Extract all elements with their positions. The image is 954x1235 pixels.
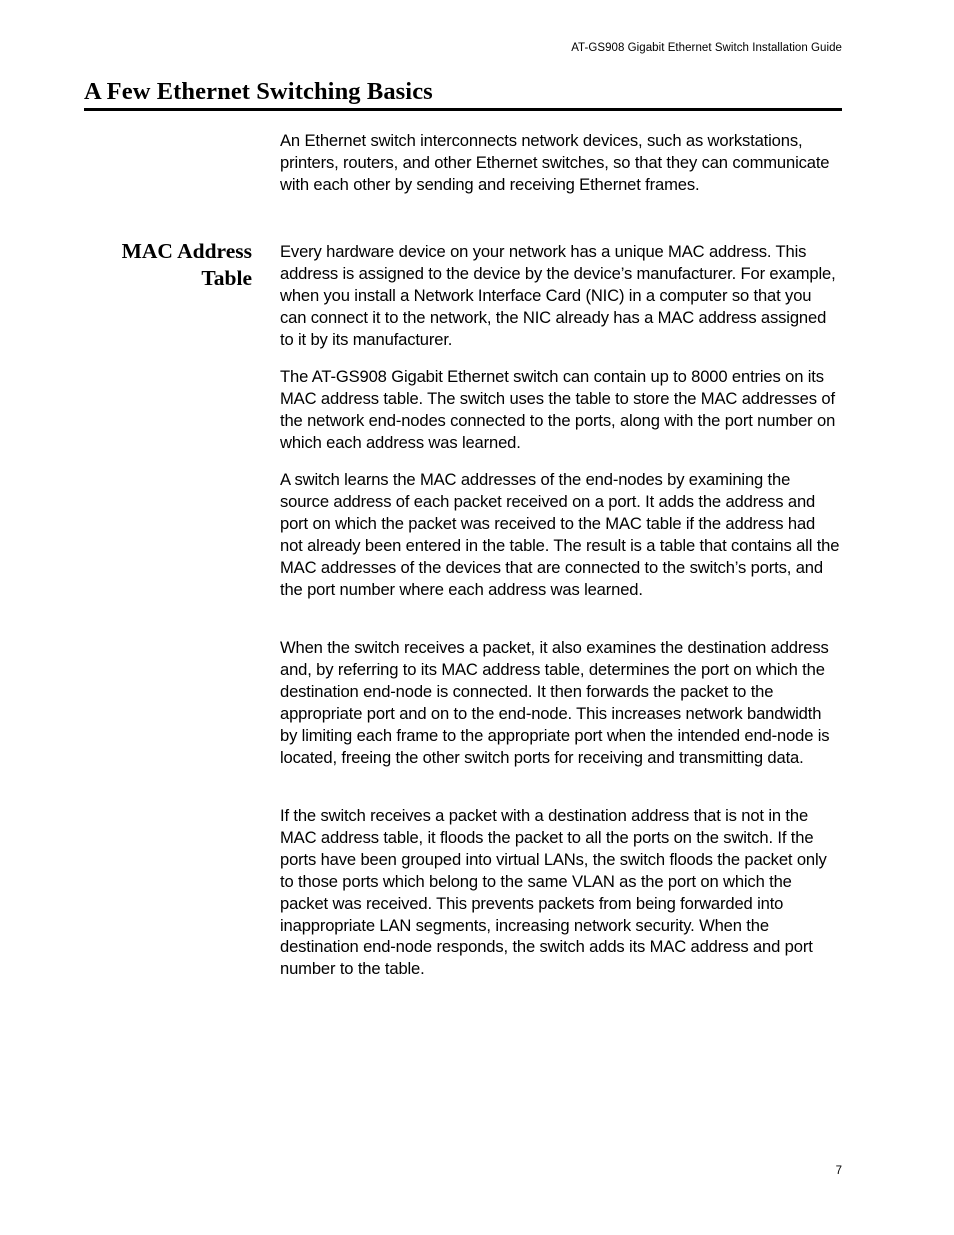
page-number: 7 xyxy=(835,1165,842,1177)
paragraph-4: When the switch receives a packet, it also examines the destination address and, by referring to its MAC address table, determines the port on which the destination end-node is connected. It then forwards the packet to the appropriate port and on to the end-node. This increases network bandwidth by limiting each frame to the appropriate port when the intended end-node is located, freeing the other switch ports for receiving and transmitting data. xyxy=(280,638,830,767)
paragraph-3: A switch learns the MAC addresses of the end-nodes by examining the source address of each packet received on a port. It adds the address and port on which the packet was received to the MAC table if the address had not already been entered in the table. The result is a table that contains all the MAC addresses of the devices that are connected to the switch’s ports, and the port number where each address was learned. xyxy=(280,470,840,599)
subsection-heading-line2: Table xyxy=(201,266,252,290)
title-rule xyxy=(84,108,842,111)
intro-paragraph: An Ethernet switch interconnects network devices, such as workstations, printers, routers, and other Ethernet switches, so that they can communicate with each other by sending and receiving Ethernet frames. xyxy=(280,131,830,194)
subsection-paragraph xyxy=(280,241,842,351)
subsection-paragraph xyxy=(280,469,842,600)
paragraph-1: Every hardware device on your network has a unique MAC address. This address is assigned to the device by the device’s manufacturer. For example, when you install a Network Interface Card (NIC) in a computer so that you can connect it to the network, the NIC already has a MAC address assigned to it by its manufacturer. xyxy=(280,242,836,349)
section-title: A Few Ethernet Switching Basics xyxy=(84,78,433,105)
subsection-heading-line1: MAC Address xyxy=(121,239,252,263)
subsection-paragraph xyxy=(280,366,842,454)
intro-block xyxy=(280,130,842,196)
paragraph-2: The AT-GS908 Gigabit Ethernet switch can contain up to 8000 entries on its MAC address table. The switch uses the table to store the MAC addresses of the network end-nodes connected to the ports, along with the port number on which each address was learned. xyxy=(280,367,836,452)
running-header: AT-GS908 Gigabit Ethernet Switch Installation Guide xyxy=(571,42,842,54)
paragraph-5: If the switch receives a packet with a destination address that is not in the MAC address table, it floods the packet to all the ports on the switch. If the ports have been grouped into virtual LANs, the switch floods the packet only to those ports which belong to the same VLAN as the port on which the packet was received. This prevents packets from being forwarded into inappropriate LAN segments, increasing network security. When the destination end-node responds, the switch adds its MAC address and port number to the table. xyxy=(280,806,827,979)
subsection-paragraph xyxy=(280,805,842,980)
subsection-paragraph xyxy=(280,637,842,768)
subsection-heading xyxy=(122,238,252,292)
